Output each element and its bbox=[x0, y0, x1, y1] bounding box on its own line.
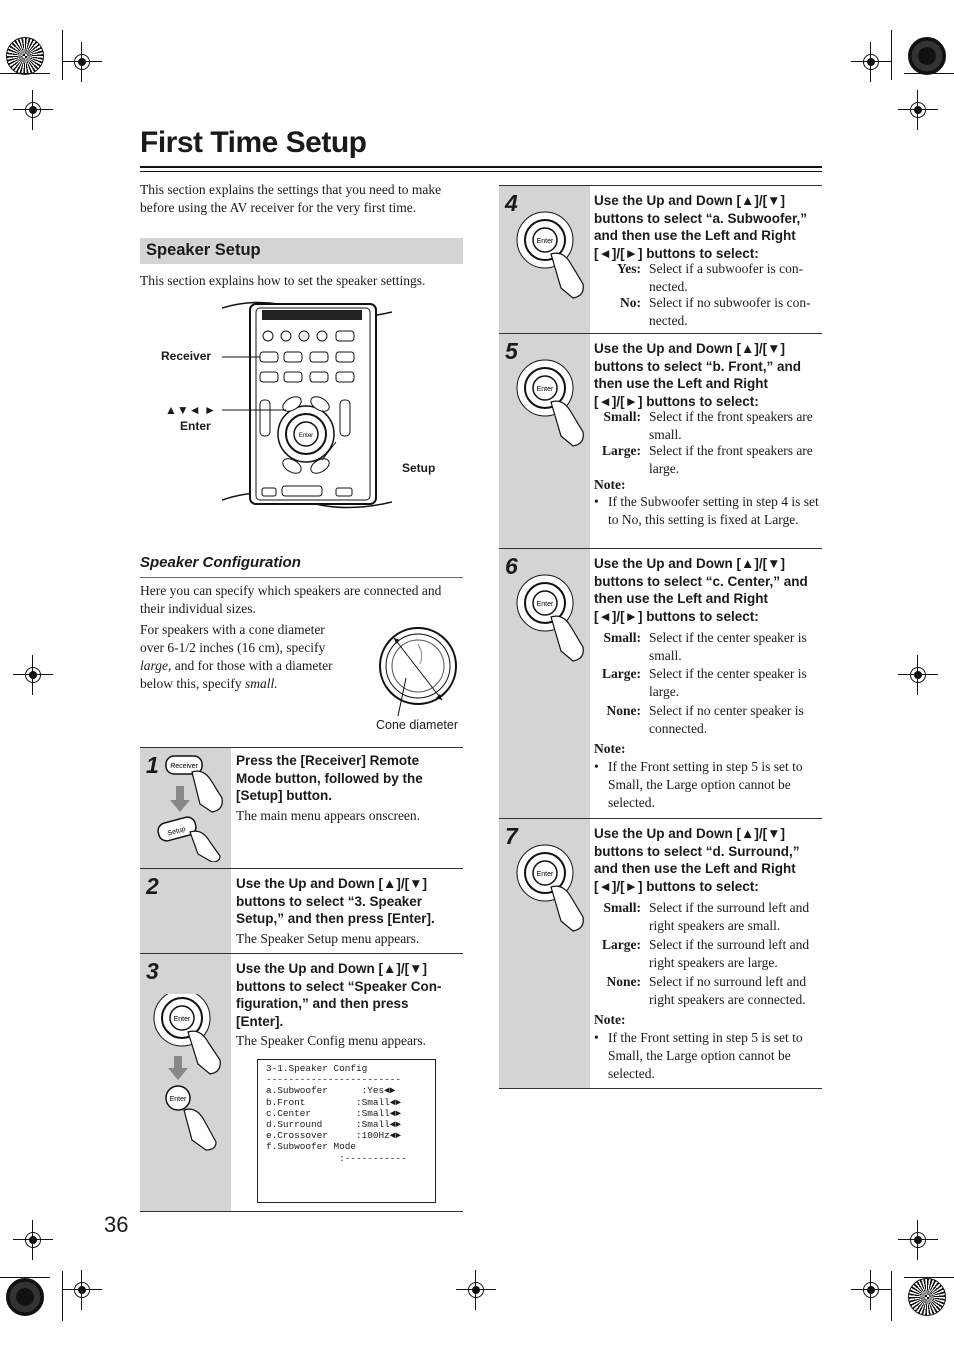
crosshair-mark-icon bbox=[851, 42, 891, 82]
crosshair-mark-icon bbox=[456, 1270, 496, 1310]
page-title: First Time Setup bbox=[140, 126, 367, 159]
step-7 bbox=[499, 818, 822, 1088]
registration-sunburst-icon bbox=[908, 37, 946, 75]
note-label: Note: bbox=[594, 1012, 626, 1027]
remote-label-setup: Setup bbox=[402, 461, 436, 475]
section-intro: This section explains how to set the speaker settings. bbox=[140, 273, 426, 288]
column-bottom-rule bbox=[140, 1211, 463, 1212]
option-row bbox=[603, 408, 821, 444]
option-text: Select if the surround left and right speakers are large. bbox=[649, 937, 810, 970]
option-text: Select if the center speaker is large. bbox=[649, 666, 807, 699]
crosshair-mark-icon bbox=[898, 90, 938, 130]
svg-text:Enter: Enter bbox=[298, 433, 314, 439]
option-text: Select if the center speaker is small. bbox=[649, 630, 807, 663]
option-text: Select if a subwoofer is con-nected. bbox=[649, 261, 804, 294]
option-row bbox=[603, 899, 821, 935]
option-row bbox=[603, 629, 821, 665]
crosshair-mark-icon bbox=[898, 655, 938, 695]
option-key: No: bbox=[620, 295, 641, 310]
option-row bbox=[602, 665, 821, 701]
remote-label-receiver: Receiver bbox=[161, 349, 212, 363]
trim-line bbox=[0, 1277, 50, 1278]
svg-text:Enter: Enter bbox=[536, 238, 554, 245]
step-number: 4 bbox=[505, 190, 518, 216]
registration-sunburst-icon bbox=[6, 37, 44, 75]
step-number: 6 bbox=[505, 553, 518, 579]
note-text: • If the Front setting in step 5 is set to Small, the Large option cannot be selected. bbox=[594, 1029, 820, 1083]
trim-line bbox=[904, 1277, 954, 1278]
step-number: 5 bbox=[505, 338, 518, 364]
step-body: The Speaker Config menu appears. bbox=[236, 1033, 427, 1048]
section-heading-bar bbox=[140, 238, 463, 264]
subsection-rule bbox=[140, 577, 463, 578]
svg-text:Enter: Enter bbox=[169, 1096, 187, 1103]
note-label: Note: bbox=[594, 741, 626, 756]
menu-separator: ------------------------ bbox=[266, 1074, 402, 1086]
step-heading: Press the [Receiver] Remote Mode button, followed by the [Setup] button. bbox=[236, 753, 423, 803]
crosshair-mark-icon bbox=[62, 1270, 102, 1310]
step-heading: Use the Up and Down [▲]/[▼] buttons to select “b. Front,” and then use the Left and Right [◄]/[►] buttons to select: bbox=[594, 341, 801, 409]
note-text: • If the Front setting in step 5 is set to Small, the Large option cannot be selected. bbox=[594, 758, 820, 812]
option-key: Small: bbox=[603, 630, 641, 645]
svg-text:Setup: Setup bbox=[166, 825, 187, 838]
crosshair-mark-icon bbox=[13, 655, 53, 695]
crosshair-mark-icon bbox=[13, 1220, 53, 1260]
enter-button-press-icon bbox=[148, 994, 230, 1204]
trim-line bbox=[0, 73, 50, 74]
option-text: Select if no center speaker is connected. bbox=[649, 703, 804, 736]
trim-line bbox=[62, 1271, 63, 1321]
option-key: Yes: bbox=[617, 261, 641, 276]
step-heading: Use the Up and Down [▲]/[▼] buttons to select “Speaker Con-figuration,” and then press [Enter]. bbox=[236, 961, 442, 1029]
option-row bbox=[606, 702, 821, 738]
menu-row: e.Crossover :100Hz◄► bbox=[266, 1130, 402, 1142]
option-text: Select if the front speakers are large. bbox=[649, 443, 813, 476]
enter-button-press-icon bbox=[509, 569, 589, 669]
option-row bbox=[617, 260, 821, 296]
svg-text:Enter: Enter bbox=[536, 601, 554, 608]
crosshair-mark-icon bbox=[13, 90, 53, 130]
step-5 bbox=[499, 333, 822, 548]
step-heading: Use the Up and Down [▲]/[▼] buttons to select “c. Center,” and then use the Left and Right [◄]/[►] buttons to select: bbox=[594, 556, 808, 624]
step-body: The main menu appears onscreen. bbox=[236, 808, 421, 823]
option-key: None: bbox=[606, 703, 641, 718]
option-row bbox=[602, 936, 821, 972]
option-key: Small: bbox=[603, 900, 641, 915]
crosshair-mark-icon bbox=[851, 1270, 891, 1310]
option-key: None: bbox=[606, 974, 641, 989]
step-heading: Use the Up and Down [▲]/[▼] buttons to select “a. Subwoofer,” and then use the Left and Right [◄]/[►] buttons to select: bbox=[594, 193, 808, 261]
menu-row: c.Center :Small◄► bbox=[266, 1107, 402, 1119]
svg-text:Enter: Enter bbox=[536, 871, 554, 878]
step-number: 7 bbox=[505, 823, 518, 849]
enter-button-press-icon bbox=[509, 354, 589, 454]
step-number: 3 bbox=[146, 958, 159, 984]
svg-text:Enter: Enter bbox=[173, 1016, 191, 1023]
title-rule bbox=[140, 171, 822, 172]
option-text: Select if the surround left and right speakers are small. bbox=[649, 900, 810, 933]
page-number: 36 bbox=[104, 1212, 129, 1237]
menu-row: b.Front :Small◄► bbox=[266, 1096, 402, 1108]
step-heading: Use the Up and Down [▲]/[▼] buttons to select “d. Surround,” and then use the Left and Right [◄]/[►] buttons to select: bbox=[594, 826, 800, 894]
trim-line bbox=[891, 1271, 892, 1321]
option-text: Select if no subwoofer is con-nected. bbox=[649, 295, 811, 328]
config-paragraph-2: For speakers with a cone diameter over 6-1/2 inches (16 cm), specify large, and for those with a diameter below this, specify small. bbox=[140, 622, 333, 691]
title-rule bbox=[140, 166, 822, 168]
note-label: Note: bbox=[594, 477, 626, 492]
menu-row: a.Subwoofer :Yes◄► bbox=[266, 1085, 396, 1097]
subsection-heading: Speaker Configuration bbox=[140, 554, 301, 571]
config-paragraph-1: Here you can specify which speakers are connected and their individual sizes. bbox=[140, 583, 442, 616]
registration-sunburst-icon bbox=[6, 1278, 44, 1316]
crosshair-mark-icon bbox=[62, 42, 102, 82]
menu-row: d.Surround :Small◄► bbox=[266, 1119, 402, 1131]
step-number: 2 bbox=[146, 873, 159, 899]
option-key: Small: bbox=[603, 409, 641, 424]
option-key: Large: bbox=[602, 937, 641, 952]
option-key: Large: bbox=[602, 443, 641, 458]
option-text: Select if the front speakers are small. bbox=[649, 409, 813, 442]
option-row bbox=[606, 973, 821, 1009]
crosshair-mark-icon bbox=[898, 1220, 938, 1260]
trim-line bbox=[891, 30, 892, 80]
note-text: • If the Subwoofer setting in step 4 is set to No, this setting is fixed at Large. bbox=[594, 493, 820, 529]
step-2 bbox=[140, 868, 463, 953]
option-key: Large: bbox=[602, 666, 641, 681]
speaker-config-menu-screen bbox=[257, 1059, 436, 1203]
remote-label-arrows: ▲▼◄ ► bbox=[165, 403, 216, 417]
receiver-button-press-icon bbox=[152, 754, 232, 862]
registration-sunburst-icon bbox=[908, 1278, 946, 1316]
trim-line bbox=[904, 73, 954, 74]
step-number: 1 bbox=[146, 752, 159, 778]
step-body: The Speaker Setup menu appears. bbox=[236, 931, 420, 946]
menu-title: 3-1.Speaker Config bbox=[266, 1063, 368, 1074]
option-text: Select if no surround left and right speakers are connected. bbox=[649, 974, 807, 1007]
trim-line bbox=[62, 30, 63, 80]
cone-diameter-label: Cone diameter bbox=[376, 718, 458, 732]
option-row bbox=[620, 294, 821, 330]
section-heading: Speaker Setup bbox=[146, 241, 261, 259]
speaker-cone-icon bbox=[376, 624, 460, 718]
option-row bbox=[602, 442, 821, 478]
remote-control-illustration bbox=[222, 300, 392, 510]
step-heading: Use the Up and Down [▲]/[▼] buttons to select “3. Speaker Setup,” and then press [Enter]. bbox=[236, 876, 435, 926]
enter-button-press-icon bbox=[509, 839, 589, 939]
menu-row: :----------- bbox=[266, 1152, 407, 1164]
remote-label-enter: Enter bbox=[180, 419, 211, 433]
menu-row: f.Subwoofer Mode bbox=[266, 1141, 357, 1153]
page-intro: This section explains the settings that you need to make before using the AV receiver for the very first time. bbox=[140, 182, 442, 215]
step-4 bbox=[499, 185, 822, 333]
step-6 bbox=[499, 548, 822, 818]
column-bottom-rule bbox=[499, 1088, 822, 1089]
enter-button-press-icon bbox=[509, 206, 589, 306]
step-1 bbox=[140, 747, 463, 868]
svg-text:Enter: Enter bbox=[536, 386, 554, 393]
svg-text:Receiver: Receiver bbox=[170, 763, 198, 770]
